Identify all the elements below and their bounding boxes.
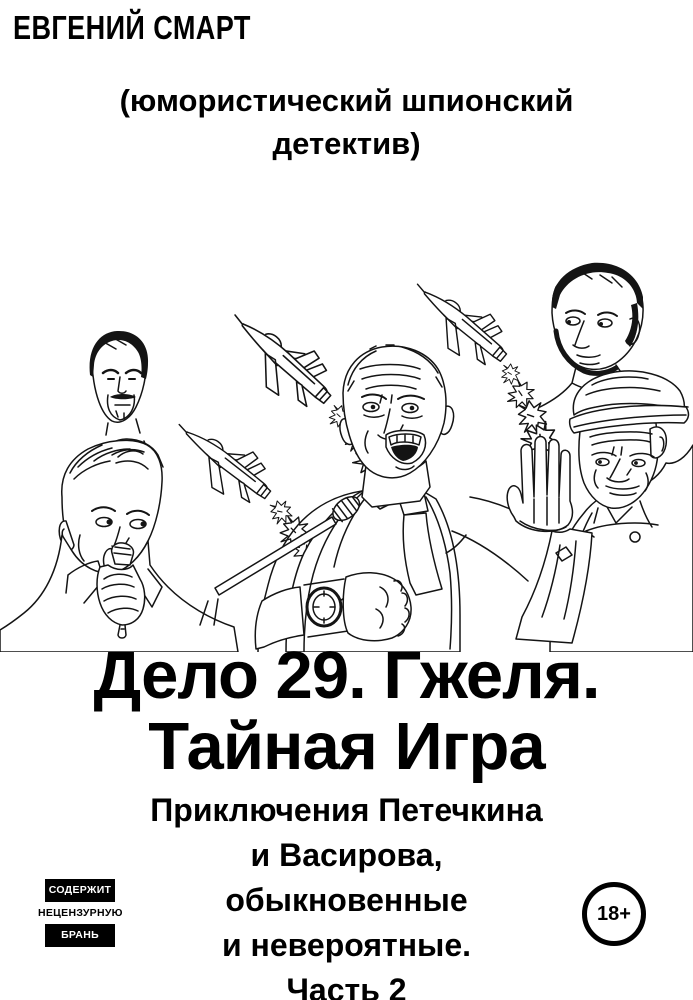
fighter-jet-icon: [213, 296, 345, 423]
content-warning-badge: [38, 879, 122, 947]
age-rating-badge: 18+: [582, 882, 646, 946]
cover-illustration: [0, 235, 693, 652]
book-title-line1: Дело 29. Гжеля.: [93, 638, 600, 713]
content-warning-line2: НЕЦЕНЗУРНУЮ: [38, 907, 123, 919]
author-name: ЕВГЕНИЙ СМАРТ: [13, 9, 251, 46]
fighter-jet-icon: [161, 406, 283, 518]
book-title-line2: Тайная Игра: [148, 709, 545, 784]
genre-note-line1: (юмористический шпионский: [119, 83, 574, 118]
genre-note: [0, 79, 693, 165]
content-warning-line1: СОДЕРЖИТ: [45, 879, 115, 902]
subtitle-line: Приключения Петечкина: [150, 792, 543, 828]
book-title: [0, 640, 693, 782]
shouting-speaker-figure: [255, 345, 592, 652]
young-man-with-mic-figure: [0, 440, 238, 652]
subtitle-line: и Васирова,: [250, 837, 443, 873]
subtitle-line: обыкновенные: [225, 882, 468, 918]
subtitle-line: Часть 2: [286, 972, 407, 1000]
subtitle-line: и невероятные.: [221, 927, 472, 963]
genre-note-line2: детектив): [272, 126, 421, 161]
content-warning-line3: БРАНЬ: [45, 924, 115, 947]
